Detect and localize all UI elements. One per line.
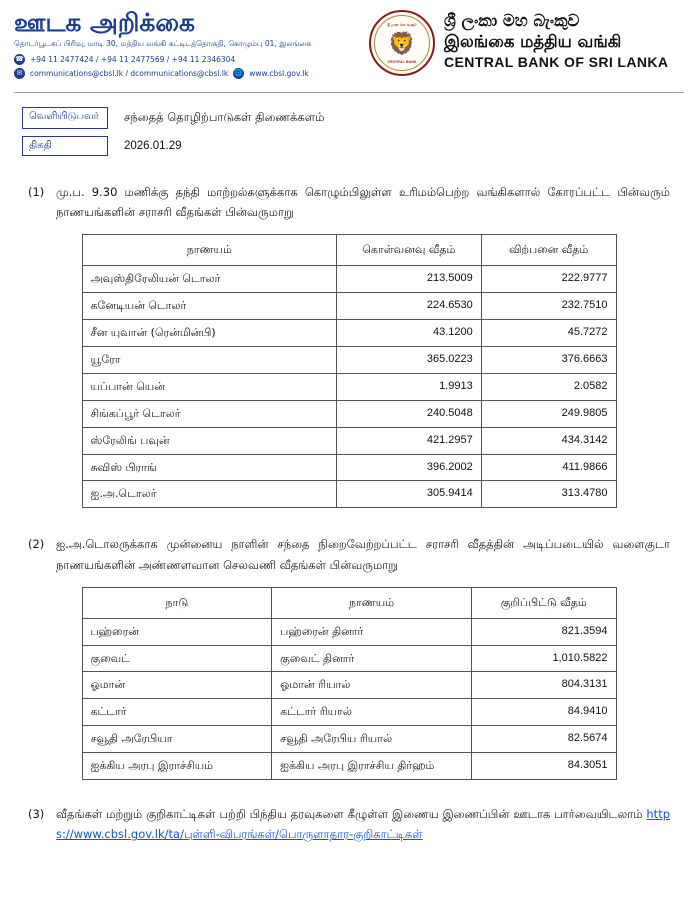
cell-selling: 376.6663 bbox=[481, 346, 616, 373]
paragraph-2-text: ஐ.அ.டொலருக்காக முன்னைய நாளின் சந்தை நிறைவேற்றப்பட்ட சராசரி வீதத்தின் அடிப்படையில் வளைகுடா நாணயங்களின் அண்ணளவான செலவணி வீதங்கள் பின்வருமாறு bbox=[56, 537, 670, 572]
paragraph-3-text bbox=[56, 804, 670, 844]
cell-country: சவூதி அரேபியா bbox=[82, 726, 272, 753]
cell-selling: 411.9866 bbox=[481, 454, 616, 481]
cell-country: கட்டார் bbox=[82, 699, 272, 726]
column-header-currency: நாணயம் bbox=[82, 235, 337, 266]
header-email[interactable]: communications@cbsl.lk / dcommunications@cbsl.lk bbox=[30, 68, 229, 78]
cell-country: பஹ்ரைன் bbox=[82, 618, 272, 645]
column-header-selling: விற்பனை வீதம் bbox=[481, 235, 616, 266]
cell-selling: 434.3142 bbox=[481, 427, 616, 454]
emblem-arc-bottom-text: CENTRAL BANK bbox=[387, 60, 417, 64]
table-row bbox=[82, 726, 616, 753]
paragraph-3-lead-text: வீதங்கள் மற்றும் குறிகாட்டிகள் பற்றி பிந்திய தரவுகளை கீழுள்ள இணைய இணைப்பின் ஊடாக பார்வையிடலாம் bbox=[56, 807, 643, 822]
cbsl-emblem-icon bbox=[369, 10, 435, 76]
cell-country: ஓமான் bbox=[82, 672, 272, 699]
cell-selling: 232.7510 bbox=[481, 292, 616, 319]
cell-currency: கனேடியன் டொலர் bbox=[82, 292, 337, 319]
table-row bbox=[82, 373, 616, 400]
header-address: தொடர்பூடகப் பிரிவு, மாடி 30, மத்திய வங்கி கட்டிடத்தொகுதி, கொழும்பு 01, இலங்கை bbox=[14, 39, 312, 49]
table-row bbox=[82, 645, 616, 672]
table-header-row bbox=[82, 235, 616, 266]
header-left-block bbox=[14, 8, 359, 82]
issuer-value: சந்தைத் தொழிற்பாடுகள் திணைக்களம் bbox=[124, 109, 325, 124]
paragraph-2 bbox=[28, 534, 670, 574]
header-phone-row bbox=[14, 54, 359, 65]
header-phone-numbers: +94 11 2477424 / +94 11 2477569 / +94 11 2346304 bbox=[30, 54, 236, 64]
cell-buying: 240.5048 bbox=[337, 400, 482, 427]
cell-currency: யப்பான் யென் bbox=[82, 373, 337, 400]
cell-buying: 43.1200 bbox=[337, 319, 482, 346]
date-value: 2026.01.29 bbox=[124, 139, 182, 152]
table-header-row bbox=[82, 587, 616, 618]
column-header-buying: கொள்வனவு வீதம் bbox=[337, 235, 482, 266]
bank-name-english: CENTRAL BANK OF SRI LANKA bbox=[444, 54, 669, 71]
column-header-country: நாடு bbox=[82, 587, 272, 618]
phone-icon: ☎ bbox=[15, 54, 24, 63]
header-divider bbox=[14, 92, 684, 93]
column-header-currency: நாணயம் bbox=[272, 587, 472, 618]
cell-currency: கட்டார் ரியால் bbox=[272, 699, 472, 726]
bank-name-block bbox=[444, 10, 668, 70]
cell-country: ஐக்கிய அரபு இராச்சியம் bbox=[82, 753, 272, 780]
globe-icon: 🌐 bbox=[234, 68, 244, 77]
cell-country: குவைட் bbox=[82, 645, 272, 672]
cell-rate: 1,010.5822 bbox=[471, 645, 616, 672]
cell-currency: சவூதி அரேபிய ரியால் bbox=[272, 726, 472, 753]
cbsl-statistics-link[interactable]: https://www.cbsl.gov.lk/ta/புள்ளி-விபரங்கள்/பொருளாதார-குறிகாட்டிகள் bbox=[56, 807, 670, 842]
cell-buying: 421.2957 bbox=[337, 427, 482, 454]
exchange-table-wrapper bbox=[0, 234, 698, 508]
cell-rate: 84.3051 bbox=[471, 753, 616, 780]
meta-block bbox=[22, 107, 698, 156]
table-indicative-rates bbox=[82, 587, 617, 781]
cell-buying: 305.9414 bbox=[337, 481, 482, 508]
table-row bbox=[82, 292, 616, 319]
issuer-row bbox=[22, 107, 698, 129]
cell-buying: 213.5009 bbox=[337, 265, 482, 292]
table-row bbox=[82, 618, 616, 645]
cell-selling: 313.4780 bbox=[481, 481, 616, 508]
lion-icon: 🦁 bbox=[388, 31, 416, 57]
issuer-label: வெளியிடுபவர் bbox=[22, 107, 108, 129]
cell-selling: 222.9777 bbox=[481, 265, 616, 292]
table-row bbox=[82, 481, 616, 508]
cell-currency: ஸ்ரேலிங் பவுன் bbox=[82, 427, 337, 454]
page-header bbox=[0, 0, 698, 86]
email-icon: ✉ bbox=[14, 68, 25, 79]
table-row bbox=[82, 672, 616, 699]
table-row bbox=[82, 753, 616, 780]
column-header-rate: குறிப்பிட்டு வீதம் bbox=[471, 587, 616, 618]
cell-currency: பஹ்ரைன் தினார் bbox=[272, 618, 472, 645]
cell-currency: சிங்கப்பூர் டொலர் bbox=[82, 400, 337, 427]
cell-buying: 1.9913 bbox=[337, 373, 482, 400]
cell-currency: சுவிஸ் பிராங் bbox=[82, 454, 337, 481]
paragraph-1 bbox=[28, 182, 670, 222]
cell-selling: 45.7272 bbox=[481, 319, 616, 346]
table-row bbox=[82, 319, 616, 346]
masthead-title: ஊடக அறிக்கை bbox=[14, 8, 195, 37]
cell-currency: அவுஸ்திரேலியன் டொலர் bbox=[82, 265, 337, 292]
table-exchange-rates bbox=[82, 234, 617, 508]
table-row bbox=[82, 265, 616, 292]
cell-currency: ஓமான் ரியால் bbox=[272, 672, 472, 699]
emblem-arc-top-text: ශ්‍රී ලංකා මහ බැංකුව bbox=[387, 23, 417, 27]
indicative-table-wrapper bbox=[0, 587, 698, 781]
cell-rate: 84.9410 bbox=[471, 699, 616, 726]
cell-selling: 2.0582 bbox=[481, 373, 616, 400]
cell-currency: குவைட் தினார் bbox=[272, 645, 472, 672]
cell-selling: 249.9805 bbox=[481, 400, 616, 427]
page-footer-spacer bbox=[0, 844, 698, 862]
cell-rate: 821.3594 bbox=[471, 618, 616, 645]
bank-name-sinhala: ශ්‍රී ලංකා මහ බැංකුව bbox=[444, 11, 580, 30]
bank-name-tamil: இலங்கை மத்திய வங்கி bbox=[444, 31, 622, 51]
paragraph-3 bbox=[28, 804, 670, 844]
date-label: திகதி bbox=[22, 136, 108, 156]
paragraph-3-number: (3) bbox=[28, 807, 45, 822]
cell-buying: 224.6530 bbox=[337, 292, 482, 319]
header-right-block bbox=[369, 8, 684, 76]
header-website[interactable]: www.cbsl.gov.lk bbox=[249, 68, 309, 78]
table-row bbox=[82, 346, 616, 373]
paragraph-1-number: (1) bbox=[28, 184, 45, 199]
table-row bbox=[82, 400, 616, 427]
cell-currency: சீன யுவான் (ரென்மின்பி) bbox=[82, 319, 337, 346]
paragraph-1-text: மு.ப. 9.30 மணிக்கு தந்தி மாற்றல்களுக்காக கொழும்பிலுள்ள உரிமம்பெற்ற வங்கிகளால் கோரப்பட்ட பின்வரும் நாணயங்களின் சராசரி வீதங்கள் பின்வருமாறு bbox=[56, 184, 670, 219]
table-row bbox=[82, 454, 616, 481]
table-row bbox=[82, 427, 616, 454]
cell-currency: யூரோ bbox=[82, 346, 337, 373]
table-row bbox=[82, 699, 616, 726]
cell-currency: ஐ.அ.டொலர் bbox=[82, 481, 337, 508]
emblem-inner-ring bbox=[374, 15, 430, 71]
cell-rate: 82.5674 bbox=[471, 726, 616, 753]
cell-buying: 365.0223 bbox=[337, 346, 482, 373]
cell-rate: 804.3131 bbox=[471, 672, 616, 699]
cell-currency: ஐக்கிய அரபு இராச்சிய திர்ஹம் bbox=[272, 753, 472, 780]
paragraph-2-number: (2) bbox=[28, 537, 45, 552]
header-email-web-row bbox=[14, 68, 359, 79]
date-row bbox=[22, 136, 698, 156]
cell-buying: 396.2002 bbox=[337, 454, 482, 481]
